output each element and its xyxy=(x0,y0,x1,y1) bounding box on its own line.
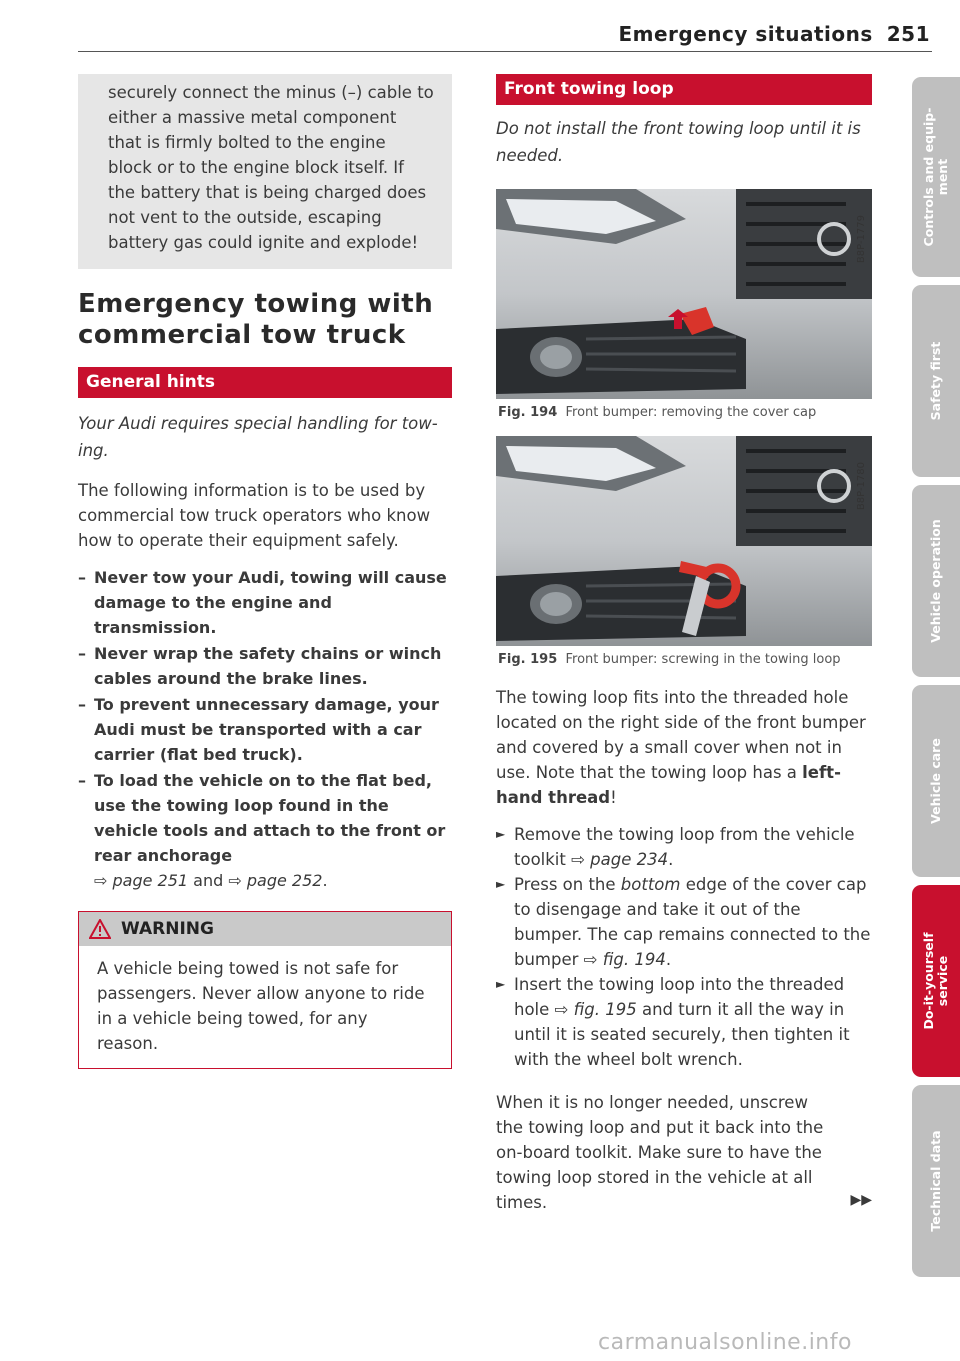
figure-ref-link[interactable]: ⇨ fig. 194 xyxy=(583,950,666,969)
continued-warning-box xyxy=(78,74,452,269)
chapter-tabs xyxy=(912,77,960,1285)
tab-do-it-yourself-service[interactable]: Do-it-yourself service xyxy=(912,885,960,1077)
list-item: – To prevent unnecessary damage, your Audi must be transported with a car carrier (flat bed truck). xyxy=(78,695,439,764)
list-item: ► Insert the towing loop into the threaded hole ⇨ fig. 195 and turn it all the way in until it is seated securely, then tighten it with the wheel bolt wrench. xyxy=(496,975,850,1069)
warning-box xyxy=(78,911,452,1069)
list-item: – Never tow your Audi, towing will cause damage to the engine and transmission. xyxy=(78,568,447,637)
running-header xyxy=(618,22,930,46)
figure-ref-link[interactable]: ⇨ fig. 195 xyxy=(554,1000,637,1019)
figure-194-caption: Fig. 194 Front bumper: removing the cover cap xyxy=(498,405,817,420)
tab-vehicle-care[interactable]: Vehicle care xyxy=(912,685,960,877)
page-ref-link[interactable]: ⇨ page 234 xyxy=(571,850,669,869)
page-ref-link[interactable]: ⇨ page 251 xyxy=(94,871,189,890)
tab-controls-and-equipment[interactable]: Controls and equipment xyxy=(912,77,960,277)
section-heading: Emergency towing with commercial tow truck xyxy=(78,289,434,350)
intro-text: Do not install the front towing loop until it is needed. xyxy=(496,119,861,165)
figure-195-image xyxy=(496,436,872,646)
page-number: 251 xyxy=(886,22,930,46)
warning-title: WARNING xyxy=(121,919,214,939)
header-rule xyxy=(78,51,932,52)
continue-arrow-icon: ▶▶ xyxy=(850,1192,872,1208)
hint-list xyxy=(78,565,452,893)
figure-194-image xyxy=(496,189,872,399)
warning-triangle-icon xyxy=(89,919,111,939)
instruction-list xyxy=(496,822,872,1072)
warning-text: A vehicle being towed is not safe for passengers. Never allow anyone to ride in a vehicle being towed, for any reason. xyxy=(97,959,425,1053)
tab-technical-data[interactable]: Technical data xyxy=(912,1085,960,1277)
continued-warning-text: securely connect the minus (–) cable to either a massive metal component that is firmly bolted to the engine block or to the engine block itself. If the battery that is being charged does not vent to the outside, escaping battery gas could ignite and explode! xyxy=(108,83,434,252)
body-paragraph: The following information is to be used by commercial tow truck operators who know how to operate their equipment safely. xyxy=(78,481,431,550)
figure-code: B8P-1780 xyxy=(856,462,867,511)
right-column xyxy=(496,74,872,1227)
figure-code: B8P-1779 xyxy=(856,215,867,264)
section-title: Emergency situations xyxy=(618,22,873,46)
figure-195-caption: Fig. 195 Front bumper: screwing in the towing loop xyxy=(498,652,841,667)
tab-safety-first[interactable]: Safety first xyxy=(912,285,960,477)
list-item: – To load the vehicle on to the flat bed, use the towing loop found in the vehicle tools and attach to the front or rear anchorage ⇨ page 251 and ⇨ page 252. xyxy=(78,771,446,890)
list-item: ► Press on the bottom edge of the cover cap to disengage and take it out of the bumper. The cap remains connected to the bumper ⇨ fig. 194. xyxy=(496,875,871,969)
intro-text: Your Audi requires special handling for towing. xyxy=(78,414,438,460)
left-column xyxy=(78,74,452,1069)
list-item: ► Remove the towing loop from the vehicle toolkit ⇨ page 234. xyxy=(496,825,855,869)
front-towing-loop-heading: Front towing loop xyxy=(496,74,872,105)
body-paragraph: When it is no longer needed, unscrew the towing loop and put it back into the on-board toolkit. Make sure to have the towing loop stored in the vehicle at all times. ▶▶ xyxy=(496,1093,872,1212)
watermark: carmanualsonline.info xyxy=(598,1330,852,1355)
list-item: – Never wrap the safety chains or winch cables around the brake lines. xyxy=(78,644,442,688)
subheading-bar: General hints xyxy=(78,367,452,398)
page-ref-link[interactable]: ⇨ page 252 xyxy=(228,871,323,890)
tab-vehicle-operation[interactable]: Vehicle operation xyxy=(912,485,960,677)
warning-header xyxy=(79,912,451,946)
body-paragraph: The towing loop fits into the threaded hole located on the right side of the front bumper and covered by a small cover when not in use. Note that the towing loop has a left-hand thread! xyxy=(496,688,866,807)
